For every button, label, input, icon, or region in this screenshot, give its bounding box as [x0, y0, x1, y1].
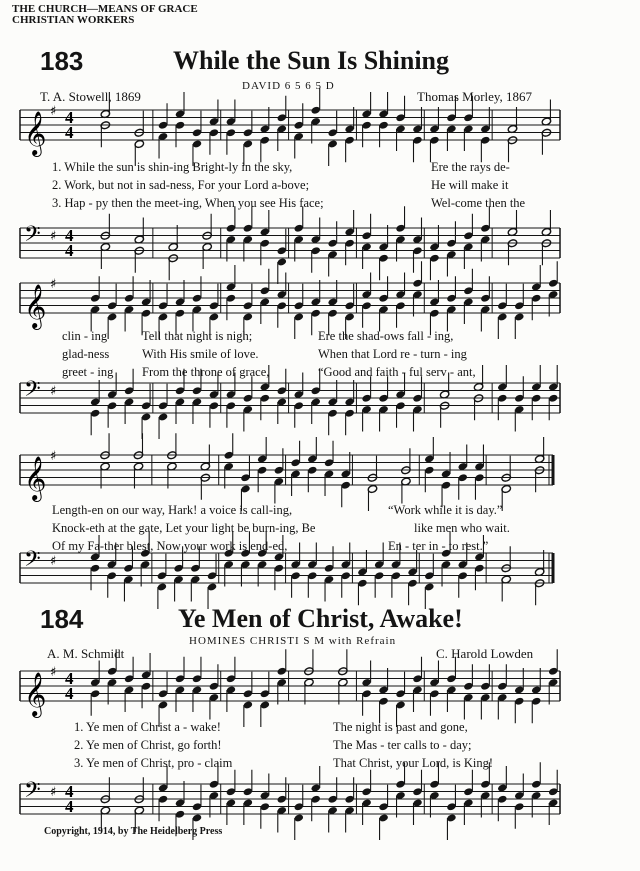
time-signature: 4: [65, 123, 74, 142]
sharp-icon: ♯: [50, 277, 57, 292]
lyric-line: En - ter in - to rest.”: [388, 539, 489, 553]
tune-name: DAVID 6 5 6 5 D: [242, 80, 335, 92]
lyric-line: The Mas - ter calls to - day;: [333, 738, 472, 752]
lyric-line: 1. Ye men of Christ a - wake!: [74, 720, 221, 734]
treble-clef-icon: 𝄞: [24, 284, 47, 328]
lyric-line: That Christ, your Lord, is King!: [333, 756, 494, 770]
time-signature: 4: [65, 782, 74, 801]
lyric-line: Wel-come then the: [431, 196, 526, 210]
hymn-title: Ye Men of Christ, Awake!: [178, 604, 463, 633]
tune-name: HOMINES CHRISTI S M with Refrain: [189, 635, 397, 647]
time-signature: 4: [65, 797, 74, 816]
lyric-line: “Good and faith - ful serv - ant,: [318, 365, 476, 379]
lyric-line: “Work while it is day.”: [388, 503, 503, 517]
treble-clef-icon: 𝄞: [24, 456, 47, 500]
author-credit: A. M. Schmidt: [47, 646, 125, 661]
treble-clef-icon: 𝄞: [24, 111, 47, 155]
copyright-notice: Copyright, 1914, by The Heidelberg Press: [44, 826, 223, 837]
author-credit: T. A. Stowell, 1869: [40, 89, 141, 104]
lyric-line: With His smile of love.: [142, 347, 259, 361]
section-heading-line2: CHRISTIAN WORKERS: [12, 14, 135, 26]
treble-clef-icon: 𝄞: [24, 672, 47, 716]
hymn-title: While the Sun Is Shining: [173, 46, 450, 75]
lyric-line: Ere the shad-ows fall - ing,: [318, 329, 454, 343]
lyric-line: Ere the rays de-: [431, 160, 510, 174]
sharp-icon: ♯: [50, 449, 57, 464]
time-signature: 4: [65, 669, 74, 688]
composer-credit: C. Harold Lowden: [436, 646, 534, 661]
lyric-line: like men who wait.: [414, 521, 510, 535]
lyric-line: 2. Ye men of Christ, go forth!: [74, 738, 222, 752]
sharp-icon: ♯: [50, 104, 57, 119]
bass-clef-icon: 𝄢: [24, 547, 41, 577]
lyric-line: Tell that night is nigh;: [142, 329, 253, 343]
lyric-line: 2. Work, but not in sad-ness, For your Lord a-bove;: [52, 178, 310, 192]
lyric-line: The night is past and gone,: [333, 720, 468, 734]
lyric-line: From the throne of grace,: [142, 365, 270, 379]
hymn-number: 183: [40, 46, 84, 76]
sharp-icon: ♯: [50, 384, 57, 399]
time-signature: 4: [65, 226, 74, 245]
lyric-line: Of my Fa-ther blest, Now your work is end-ed,: [52, 539, 288, 553]
bass-clef-icon: 𝄢: [24, 222, 41, 252]
time-signature: 4: [65, 684, 74, 703]
hymn-number: 184: [40, 604, 84, 634]
section-heading-line1: THE CHURCH—MEANS OF GRACE: [12, 3, 198, 15]
lyric-line: clin - ing: [62, 329, 108, 343]
time-signature: 4: [65, 241, 74, 260]
sharp-icon: ♯: [50, 785, 57, 800]
lyric-line: When that Lord re - turn - ing: [318, 347, 467, 361]
bass-clef-icon: 𝄢: [24, 377, 41, 407]
sharp-icon: ♯: [50, 554, 57, 569]
lyric-line: 3. Hap - py then the meet-ing, When you see His face;: [52, 196, 324, 210]
sharp-icon: ♯: [50, 665, 57, 680]
lyric-line: He will make it: [431, 178, 509, 192]
lyric-line: Knock-eth at the gate, Let your light be burn-ing, Be: [52, 521, 316, 535]
composer-credit: Thomas Morley, 1867: [417, 89, 533, 104]
lyric-line: 3. Ye men of Christ, pro - claim: [74, 756, 233, 770]
lyric-line: greet - ing: [62, 365, 114, 379]
bass-clef-icon: 𝄢: [24, 778, 41, 808]
sharp-icon: ♯: [50, 229, 57, 244]
lyric-line: glad-ness: [62, 347, 110, 361]
lyric-line: Length-en on our way, Hark! a voice is call-ing,: [52, 503, 293, 517]
lyric-line: 1. While the sun is shin-ing Bright-ly in the sky,: [52, 160, 293, 174]
time-signature: 4: [65, 108, 74, 127]
